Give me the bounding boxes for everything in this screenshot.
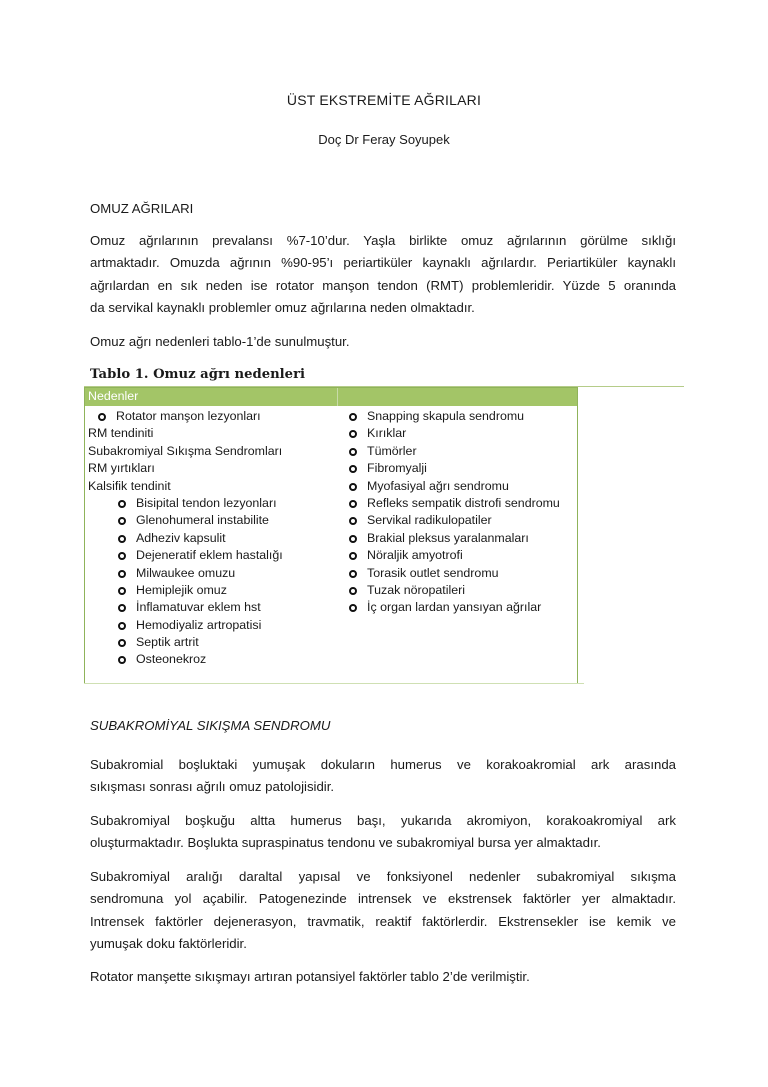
paragraph-anatomy bbox=[90, 810, 676, 855]
paragraph-line: da servikal kaynaklı problemler omuz ağrılarına neden olmaktadır. bbox=[90, 300, 475, 316]
table-cell-text: Fibromyalji bbox=[367, 461, 427, 476]
table-cell-item bbox=[88, 460, 283, 477]
bullet-icon bbox=[349, 500, 357, 508]
paragraph-line: artmaktadır. Omuzda ağrının %90-95’ı periartiküler kaynaklı ağrılardır. Periartiküler kaynaklı bbox=[90, 255, 676, 271]
table-cell-item bbox=[343, 443, 560, 460]
bullet-icon bbox=[349, 465, 357, 473]
bullet-icon bbox=[349, 552, 357, 560]
table-cell-item bbox=[88, 582, 283, 599]
table-cell-item bbox=[88, 634, 283, 651]
bullet-icon bbox=[349, 413, 357, 421]
table-cell-text: RM tendiniti bbox=[88, 426, 154, 441]
table-cell-text: Brakial pleksus yaralanmaları bbox=[367, 530, 529, 545]
paragraph-line: Subakromiyal aralığı daraltal yapısal ve fonksiyonel nedenler subakromiyal sıkışma bbox=[90, 869, 676, 884]
table-cell-item bbox=[88, 512, 283, 529]
bullet-icon bbox=[349, 517, 357, 525]
table-cell-text: Rotator manşon lezyonları bbox=[116, 409, 261, 423]
section-heading-omuz: OMUZ AĞRILARI bbox=[90, 201, 194, 216]
table-cell-item bbox=[88, 408, 283, 425]
table-cell-text: Hemodiyaliz artropatisi bbox=[136, 617, 262, 632]
paragraph-definition bbox=[90, 754, 676, 799]
table-cell-item bbox=[343, 495, 560, 512]
table-cell-text: Bisipital tendon lezyonları bbox=[136, 495, 277, 510]
document-title: ÜST EKSTREMİTE AĞRILARI bbox=[286, 92, 482, 108]
bullet-icon bbox=[349, 535, 357, 543]
table-column-right bbox=[343, 408, 560, 617]
bullet-icon bbox=[118, 535, 126, 543]
bullet-icon bbox=[118, 604, 126, 612]
author-line: Doç Dr Feray Soyupek bbox=[318, 132, 450, 147]
table-cell-item bbox=[343, 547, 560, 564]
bullet-icon bbox=[349, 587, 357, 595]
bullet-icon bbox=[349, 483, 357, 491]
paragraph-table-reference: Omuz ağrı nedenleri tablo-1’de sunulmuştur. bbox=[90, 334, 350, 349]
table-cell-item bbox=[343, 530, 560, 547]
table-cell-text: Servikal radikulopatiler bbox=[367, 513, 492, 528]
bullet-icon bbox=[349, 570, 357, 578]
bullet-icon bbox=[118, 622, 126, 630]
table-cell-item bbox=[343, 599, 560, 616]
table-cell-item bbox=[343, 460, 560, 477]
table-cell-text: İnflamatuvar eklem hst bbox=[136, 600, 261, 615]
table-cell-item bbox=[88, 651, 283, 668]
table-cell-text: Kırıklar bbox=[367, 426, 407, 441]
table-cell-text: Dejeneratif eklem hastalığı bbox=[136, 548, 283, 563]
table-cell-text: Hemiplejik omuz bbox=[136, 582, 227, 597]
table-cell-item bbox=[88, 530, 283, 547]
bullet-icon bbox=[118, 570, 126, 578]
paragraph-line: oluşturmaktadır. Boşlukta supraspinatus tendonu ve subakromiyal bursa yer almaktadır. bbox=[90, 835, 601, 851]
table-cell-item bbox=[343, 425, 560, 442]
bullet-icon bbox=[349, 448, 357, 456]
table-cell-text: Osteonekroz bbox=[136, 652, 207, 667]
table-cell-text: Tuzak nöropatileri bbox=[367, 582, 466, 597]
paragraph-table2-reference: Rotator manşette sıkışmayı artıran potansiyel faktörler tablo 2’de verilmiştir. bbox=[90, 969, 530, 984]
table-cell-text: Subakromiyal Sıkışma Sendromları bbox=[88, 443, 283, 458]
table-cell-item bbox=[88, 565, 283, 582]
table-cell-text: İç organ lardan yansıyan ağrılar bbox=[367, 600, 542, 615]
paragraph-line: ağrılardan en sık neden ise rotator manşon tendon (RMT) problemleridir. Yüzde 5 oranında bbox=[90, 277, 676, 293]
paragraph-line: Omuz ağrılarının prevalansı %7-10’dur. Yaşla birlikte omuz ağrılarının görülme sıklığı bbox=[90, 233, 676, 248]
table-cell-item bbox=[343, 408, 560, 425]
table-column-left bbox=[88, 408, 283, 669]
bullet-icon bbox=[118, 639, 126, 647]
table-cell-text: Glenohumeral instabilite bbox=[136, 513, 269, 528]
table-cell-item bbox=[88, 495, 283, 512]
table-cell-text: Snapping skapula sendromu bbox=[367, 409, 525, 423]
table-cell-item bbox=[88, 547, 283, 564]
table-cell-text: Kalsifik tendinit bbox=[88, 478, 171, 493]
paragraph-line: sendromuna yol açabilir. Patogenezinde intrensek ve ekstrensek faktörler yer almaktadır. bbox=[90, 891, 676, 907]
bullet-icon bbox=[349, 430, 357, 438]
causes-table bbox=[84, 387, 578, 684]
table-cell-item bbox=[343, 478, 560, 495]
table-cell-item bbox=[343, 565, 560, 582]
paragraph-line: Subakromial boşluktaki yumuşak dokuların humerus ve korakoakromial ark arasında bbox=[90, 757, 676, 772]
bullet-icon bbox=[118, 500, 126, 508]
paragraph-pathogenesis bbox=[90, 866, 676, 956]
table-header-label: Nedenler bbox=[88, 389, 139, 403]
bullet-icon bbox=[349, 604, 357, 612]
table-cell-item bbox=[343, 582, 560, 599]
paragraph-line: yumuşak doku faktörleridir. bbox=[90, 936, 247, 952]
bullet-icon bbox=[98, 413, 106, 421]
bullet-icon bbox=[118, 517, 126, 525]
table-cell-item bbox=[343, 512, 560, 529]
section-heading-subakromiyal: SUBAKROMİYAL SIKIŞMA SENDROMU bbox=[90, 718, 331, 733]
table-cell-text: Septik artrit bbox=[136, 635, 199, 650]
bullet-icon bbox=[118, 552, 126, 560]
paragraph-prevalence-body bbox=[90, 230, 676, 320]
paragraph-prevalence bbox=[90, 206, 676, 228]
table-cell-item bbox=[88, 478, 283, 495]
paragraph-line: Subakromiyal boşkuğu altta humerus başı, yukarıda akromiyon, korakoakromiyal ark bbox=[90, 813, 676, 828]
table-cell-item bbox=[88, 425, 283, 442]
paragraph-line: Intrensek faktörler dejenerasyon, travmatik, reaktif faktörlerdir. Ekstrensekler ise kemik ve bbox=[90, 913, 676, 929]
paragraph-line: sıkışması sonrası ağrılı omuz patolojisidir. bbox=[90, 779, 335, 795]
table-cell-item bbox=[88, 617, 283, 634]
table-cell-item bbox=[88, 599, 283, 616]
table-cell-text: Refleks sempatik distrofi sendromu bbox=[367, 495, 560, 510]
table-cell-text: Adheziv kapsulit bbox=[136, 530, 226, 545]
table-cell-text: Myofasiyal ağrı sendromu bbox=[367, 478, 509, 493]
bullet-icon bbox=[118, 656, 126, 664]
table-caption: Tablo 1. Omuz ağrı nedenleri bbox=[90, 367, 306, 382]
bullet-icon bbox=[118, 587, 126, 595]
table-cell-text: Tümörler bbox=[367, 443, 417, 458]
table-cell-item bbox=[88, 443, 283, 460]
table-cell-text: Nöraljik amyotrofi bbox=[367, 548, 463, 563]
header-divider bbox=[337, 388, 338, 406]
table-header bbox=[85, 388, 577, 406]
table-cell-text: RM yırtıkları bbox=[88, 461, 155, 476]
table-cell-text: Torasik outlet sendromu bbox=[367, 565, 499, 580]
table-cell-text: Milwaukee omuzu bbox=[136, 565, 236, 580]
table-bottom-rule bbox=[84, 683, 584, 684]
